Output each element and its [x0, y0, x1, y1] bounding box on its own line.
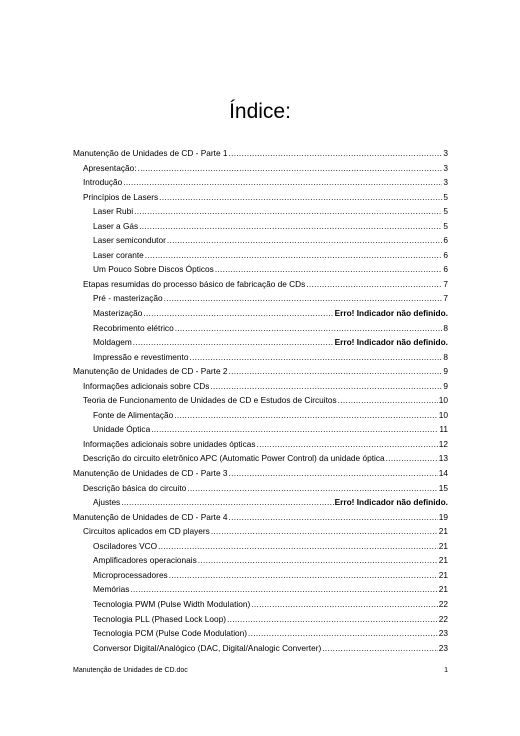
toc-dot-leader [227, 612, 438, 627]
toc-entry[interactable] [73, 248, 448, 263]
table-of-contents [73, 146, 448, 655]
toc-dot-leader [257, 437, 438, 452]
toc-entry-label[interactable]: Laser Rubi [93, 206, 134, 217]
toc-entry-label[interactable]: Manutenção de Unidades de CD - Parte 4 [73, 511, 228, 522]
toc-dot-leader [386, 451, 438, 466]
toc-entry-page[interactable]: 6 [443, 249, 448, 260]
toc-entry[interactable] [73, 641, 448, 656]
toc-entry[interactable] [73, 335, 448, 350]
toc-entry-label[interactable]: Tecnologia PLL (Phased Lock Loop) [93, 613, 226, 624]
toc-entry[interactable] [73, 161, 448, 176]
toc-entry[interactable] [73, 219, 448, 234]
toc-entry-page[interactable]: 6 [443, 264, 448, 275]
toc-entry-page[interactable]: Erro! Indicador não definido. [334, 308, 448, 319]
toc-entry-page[interactable]: 7 [443, 278, 448, 289]
toc-entry-page[interactable]: 23 [438, 628, 448, 639]
toc-entry[interactable] [73, 262, 448, 277]
toc-entry-page[interactable]: 6 [443, 235, 448, 246]
footer-filename: Manutenção de Unidades de CD.doc [73, 667, 188, 674]
toc-entry[interactable] [73, 553, 448, 568]
toc-entry-page[interactable]: 14 [438, 468, 448, 479]
toc-entry-label[interactable]: Introdução [83, 177, 123, 188]
toc-entry[interactable] [73, 422, 448, 437]
toc-dot-leader [174, 408, 438, 423]
toc-entry-label[interactable]: Teoria de Funcionamento de Unidades de CD e Estudos de Circuitos [83, 395, 337, 406]
toc-entry-page[interactable]: 21 [438, 526, 448, 537]
toc-entry[interactable] [73, 451, 448, 466]
toc-entry-page[interactable]: 12 [438, 438, 448, 449]
toc-entry-page[interactable]: 5 [443, 220, 448, 231]
toc-entry-page[interactable]: 3 [443, 148, 448, 158]
toc-entry[interactable] [73, 510, 448, 525]
toc-dot-leader [151, 422, 438, 437]
toc-entry-page[interactable]: 21 [438, 555, 448, 566]
toc-entry[interactable] [73, 277, 448, 292]
page-title: Índice: [229, 100, 291, 123]
toc-entry-page[interactable]: 23 [438, 642, 448, 653]
toc-dot-leader [198, 553, 438, 568]
toc-entry[interactable] [73, 393, 448, 408]
toc-entry[interactable] [73, 568, 448, 583]
footer-page-number: 1 [444, 667, 448, 674]
page-footer [73, 666, 448, 676]
toc-entry-label[interactable]: Osciladores VCO [93, 540, 158, 551]
toc-entry-label[interactable]: Informações adicionais sobre unidades ópticas [83, 438, 256, 449]
toc-entry[interactable] [73, 379, 448, 394]
toc-entry-label[interactable]: Descrição básica do circuito [83, 482, 187, 493]
toc-entry-label[interactable]: Recobrimento elétrico [93, 322, 174, 333]
toc-dot-leader [210, 379, 442, 394]
toc-entry-label[interactable]: Pré - masterização [93, 293, 163, 304]
toc-entry-page[interactable]: 5 [443, 206, 448, 217]
toc-entry-label[interactable]: Manutenção de Unidades de CD - Parte 2 [73, 366, 228, 377]
toc-entry-page[interactable]: 13 [438, 453, 448, 464]
toc-entry-label[interactable]: Unidade Óptica [93, 424, 151, 435]
toc-entry[interactable] [73, 612, 448, 627]
toc-entry-label[interactable]: Etapas resumidas do processo básico de fabricação de CDs [83, 278, 306, 289]
toc-entry[interactable] [73, 437, 448, 452]
toc-entry-label[interactable]: Masterização [93, 308, 143, 319]
toc-dot-leader [158, 539, 438, 554]
toc-entry-page[interactable]: 8 [443, 351, 448, 362]
toc-entry-label[interactable]: Laser corante [93, 249, 144, 260]
toc-entry[interactable] [73, 597, 448, 612]
toc-entry-page[interactable]: Erro! Indicador não definido. [334, 497, 448, 508]
toc-entry-label[interactable]: Amplificadores operacionais [93, 555, 197, 566]
toc-dot-leader [164, 291, 443, 306]
toc-dot-leader [130, 582, 437, 597]
toc-entry-page[interactable]: Erro! Indicador não definido. [334, 337, 448, 348]
toc-entry-page[interactable]: 10 [438, 409, 448, 420]
toc-entry-label[interactable]: Circuitos aplicados em CD players [83, 526, 210, 537]
toc-entry[interactable] [73, 306, 448, 321]
toc-entry-page[interactable]: 19 [438, 511, 448, 522]
toc-dot-leader [139, 219, 442, 234]
toc-entry-page[interactable]: 22 [438, 598, 448, 609]
toc-dot-leader [189, 350, 442, 365]
toc-dot-leader [229, 364, 443, 379]
toc-dot-leader [229, 466, 438, 481]
toc-entry-label[interactable]: Um Pouco Sobre Discos Ópticos [93, 264, 214, 275]
toc-dot-leader [159, 190, 442, 205]
toc-entry[interactable] [73, 408, 448, 423]
toc-entry[interactable] [73, 350, 448, 365]
toc-dot-leader [211, 524, 438, 539]
toc-entry-label[interactable]: Microprocessadores [93, 569, 168, 580]
toc-dot-leader [322, 641, 438, 656]
toc-entry-label[interactable]: Apresentação: [83, 162, 137, 173]
toc-entry[interactable] [73, 291, 448, 306]
toc-dot-leader [134, 204, 442, 219]
toc-entry-page[interactable]: 3 [443, 177, 448, 188]
toc-entry-label[interactable]: Laser semicondutor [93, 235, 166, 246]
toc-dot-leader [143, 306, 333, 321]
toc-entry-label[interactable]: Memórias [93, 584, 130, 595]
toc-dot-leader [145, 248, 443, 263]
toc-entry-label[interactable]: Princípios de Lasers [83, 191, 159, 202]
toc-entry-label[interactable]: Ajustes [93, 497, 121, 508]
toc-dot-leader [248, 626, 438, 641]
toc-dot-leader [215, 262, 443, 277]
toc-dot-leader [229, 510, 438, 525]
toc-entry-page[interactable]: 9 [443, 380, 448, 391]
toc-entry-page[interactable]: 7 [443, 293, 448, 304]
toc-dot-leader [306, 277, 442, 292]
toc-dot-leader [123, 175, 442, 190]
toc-entry-page[interactable]: 21 [438, 584, 448, 595]
toc-dot-leader [251, 597, 438, 612]
toc-entry-label[interactable]: Manutenção de Unidades de CD - Parte 3 [73, 468, 228, 479]
toc-entry-page[interactable]: 21 [438, 569, 448, 580]
toc-entry-page[interactable]: 3 [443, 162, 448, 173]
toc-dot-leader [229, 146, 443, 161]
toc-entry[interactable] [73, 495, 448, 510]
toc-entry-label[interactable]: Informações adicionais sobre CDs [83, 380, 210, 391]
toc-entry[interactable] [73, 204, 448, 219]
toc-entry-label[interactable]: Moldagem [93, 337, 132, 348]
toc-dot-leader [187, 481, 437, 496]
toc-entry[interactable] [73, 321, 448, 336]
toc-entry-label[interactable]: Tecnologia PWM (Pulse Width Modulation) [93, 598, 251, 609]
toc-entry-label[interactable]: Manutenção de Unidades de CD - Parte 1 [73, 148, 228, 158]
toc-dot-leader [169, 568, 438, 583]
toc-dot-leader [121, 495, 333, 510]
toc-dot-leader [167, 233, 443, 248]
toc-dot-leader [138, 161, 443, 176]
toc-dot-leader [175, 321, 443, 336]
toc-entry[interactable] [73, 175, 448, 190]
toc-entry-label[interactable]: Fonte de Alimentação [93, 409, 174, 420]
toc-entry-page[interactable]: 22 [438, 613, 448, 624]
toc-dot-leader [133, 335, 334, 350]
toc-entry[interactable] [73, 146, 448, 161]
toc-entry-label[interactable]: Tecnologia PCM (Pulse Code Modulation) [93, 628, 248, 639]
toc-entry[interactable] [73, 582, 448, 597]
toc-entry-page[interactable]: 5 [443, 191, 448, 202]
toc-entry-page[interactable]: 21 [438, 540, 448, 551]
toc-entry[interactable] [73, 233, 448, 248]
toc-entry-label[interactable]: Impressão e revestimento [93, 351, 189, 362]
toc-entry-page[interactable]: 8 [443, 322, 448, 333]
toc-entry[interactable] [73, 190, 448, 205]
toc-entry-label[interactable]: Descrição do circuito eletrônico APC (Automatic Power Control) da unidade óptica [83, 453, 385, 464]
toc-entry-page[interactable]: 11 [439, 424, 448, 435]
toc-entry[interactable] [73, 539, 448, 554]
toc-entry-page[interactable]: 10 [438, 395, 448, 406]
toc-entry-page[interactable]: 15 [438, 482, 448, 493]
toc-entry[interactable] [73, 626, 448, 641]
toc-entry-label[interactable]: Conversor Digital/Analógico (DAC, Digital/Analogic Converter) [93, 642, 322, 653]
toc-dot-leader [338, 393, 438, 408]
toc-entry-label[interactable]: Laser a Gás [93, 220, 139, 231]
toc-entry[interactable] [73, 364, 448, 379]
toc-entry[interactable] [73, 481, 448, 496]
toc-entry-page[interactable]: 9 [443, 366, 448, 377]
toc-entry[interactable] [73, 524, 448, 539]
toc-entry[interactable] [73, 466, 448, 481]
